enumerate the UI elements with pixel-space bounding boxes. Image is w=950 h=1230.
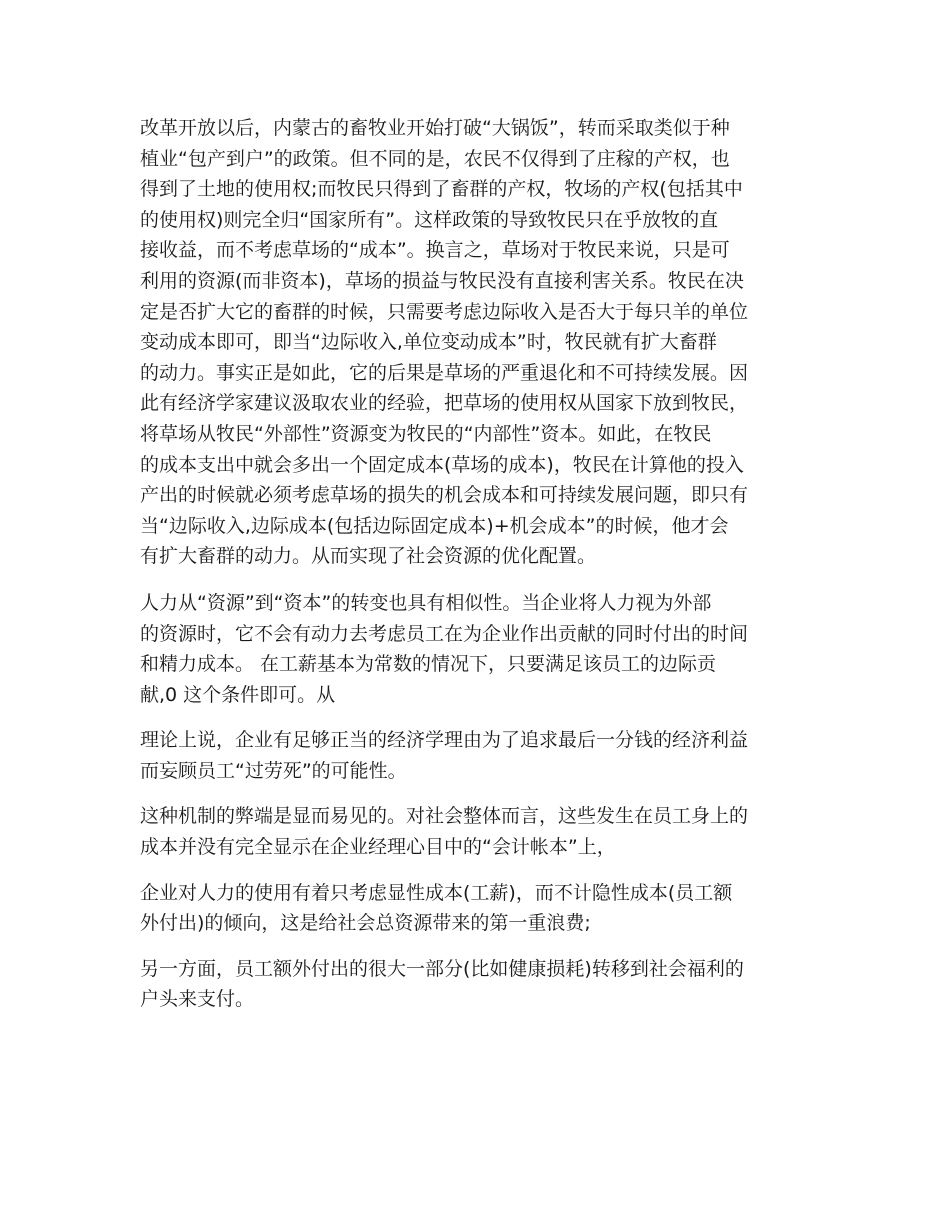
paragraph-explicit-cost: 企业对人力的使用有着只考虑显性成本(工薪)，而不计隐性成本(员工额 外付出)的倾向，这是给社会总资源带来的第一重浪费; (140, 881, 733, 935)
paragraph-human-resource-to-capital: 人力从“资源”到“资本”的转变也具有相似性。当企业将人力视为外部 的资源时，它不会有动力去考虑员工在为企业作出贡献的同时付出的时间 和精力成本。 在工薪基本为常数的情况下，只要满足该员工的边际贡 献,0 这个条件即可。从 (140, 591, 749, 706)
paragraph-mechanism-drawback: 这种机制的弊端是显而易见的。对社会整体而言，这些发生在员工身上的 成本并没有完全显示在企业经理心目中的“会计帐本”上， (140, 805, 749, 859)
paragraph-social-welfare: 另一方面，员工额外付出的很大一部分(比如健康损耗)转移到社会福利的 户头来支付。 (140, 957, 744, 1011)
document-page (140, 113, 820, 1015)
paragraph-grassland-property-rights: 改革开放以后，内蒙古的畜牧业开始打破“大锅饭”，转而采取类似于种 植业“包产到户”的政策。但不同的是，农民不仅得到了庄稼的产权，也 得到了土地的使用权;而牧民只得到了畜群的产权，牧场的产权(包括其中 的使用权)则完全归“国家所有”。这样政策的导致牧民只在乎放牧的直 接收益，而不考虑草场的“成本”。换言之，草场对于牧民来说，只是可 利用的资源(而非资本)，草场的损益与牧民没有直接利害关系。牧民在决 定是否扩大它的畜群的时候，只需要考虑边际收入是否大于每只羊的单位 变动成本即可，即当“边际收入,单位变动成本”时，牧民就有扩大畜群 的动力。事实正是如此，它的后果是草场的严重退化和不可持续发展。因 此有经济学家建议汲取农业的经验，把草场的使用权从国家下放到牧民， 将草场从牧民“外部性”资源变为牧民的“内部性”资本。如此，在牧民 的成本支出中就会多出一个固定成本(草场的成本)，牧民在计算他的投入 产出的时候就必须考虑草场的损失的机会成本和可持续发展问题，即只有 当“边际收入,边际成本(包括边际固定成本)+机会成本”的时候，他才会 有扩大畜群的动力。从而实现了社会资源的优化配置。 (140, 117, 749, 568)
paragraph-theory-overwork: 理论上说，企业有足够正当的经济学理由为了追求最后一分钱的经济利益 而妄顾员工“过劳死”的可能性。 (140, 729, 749, 782)
